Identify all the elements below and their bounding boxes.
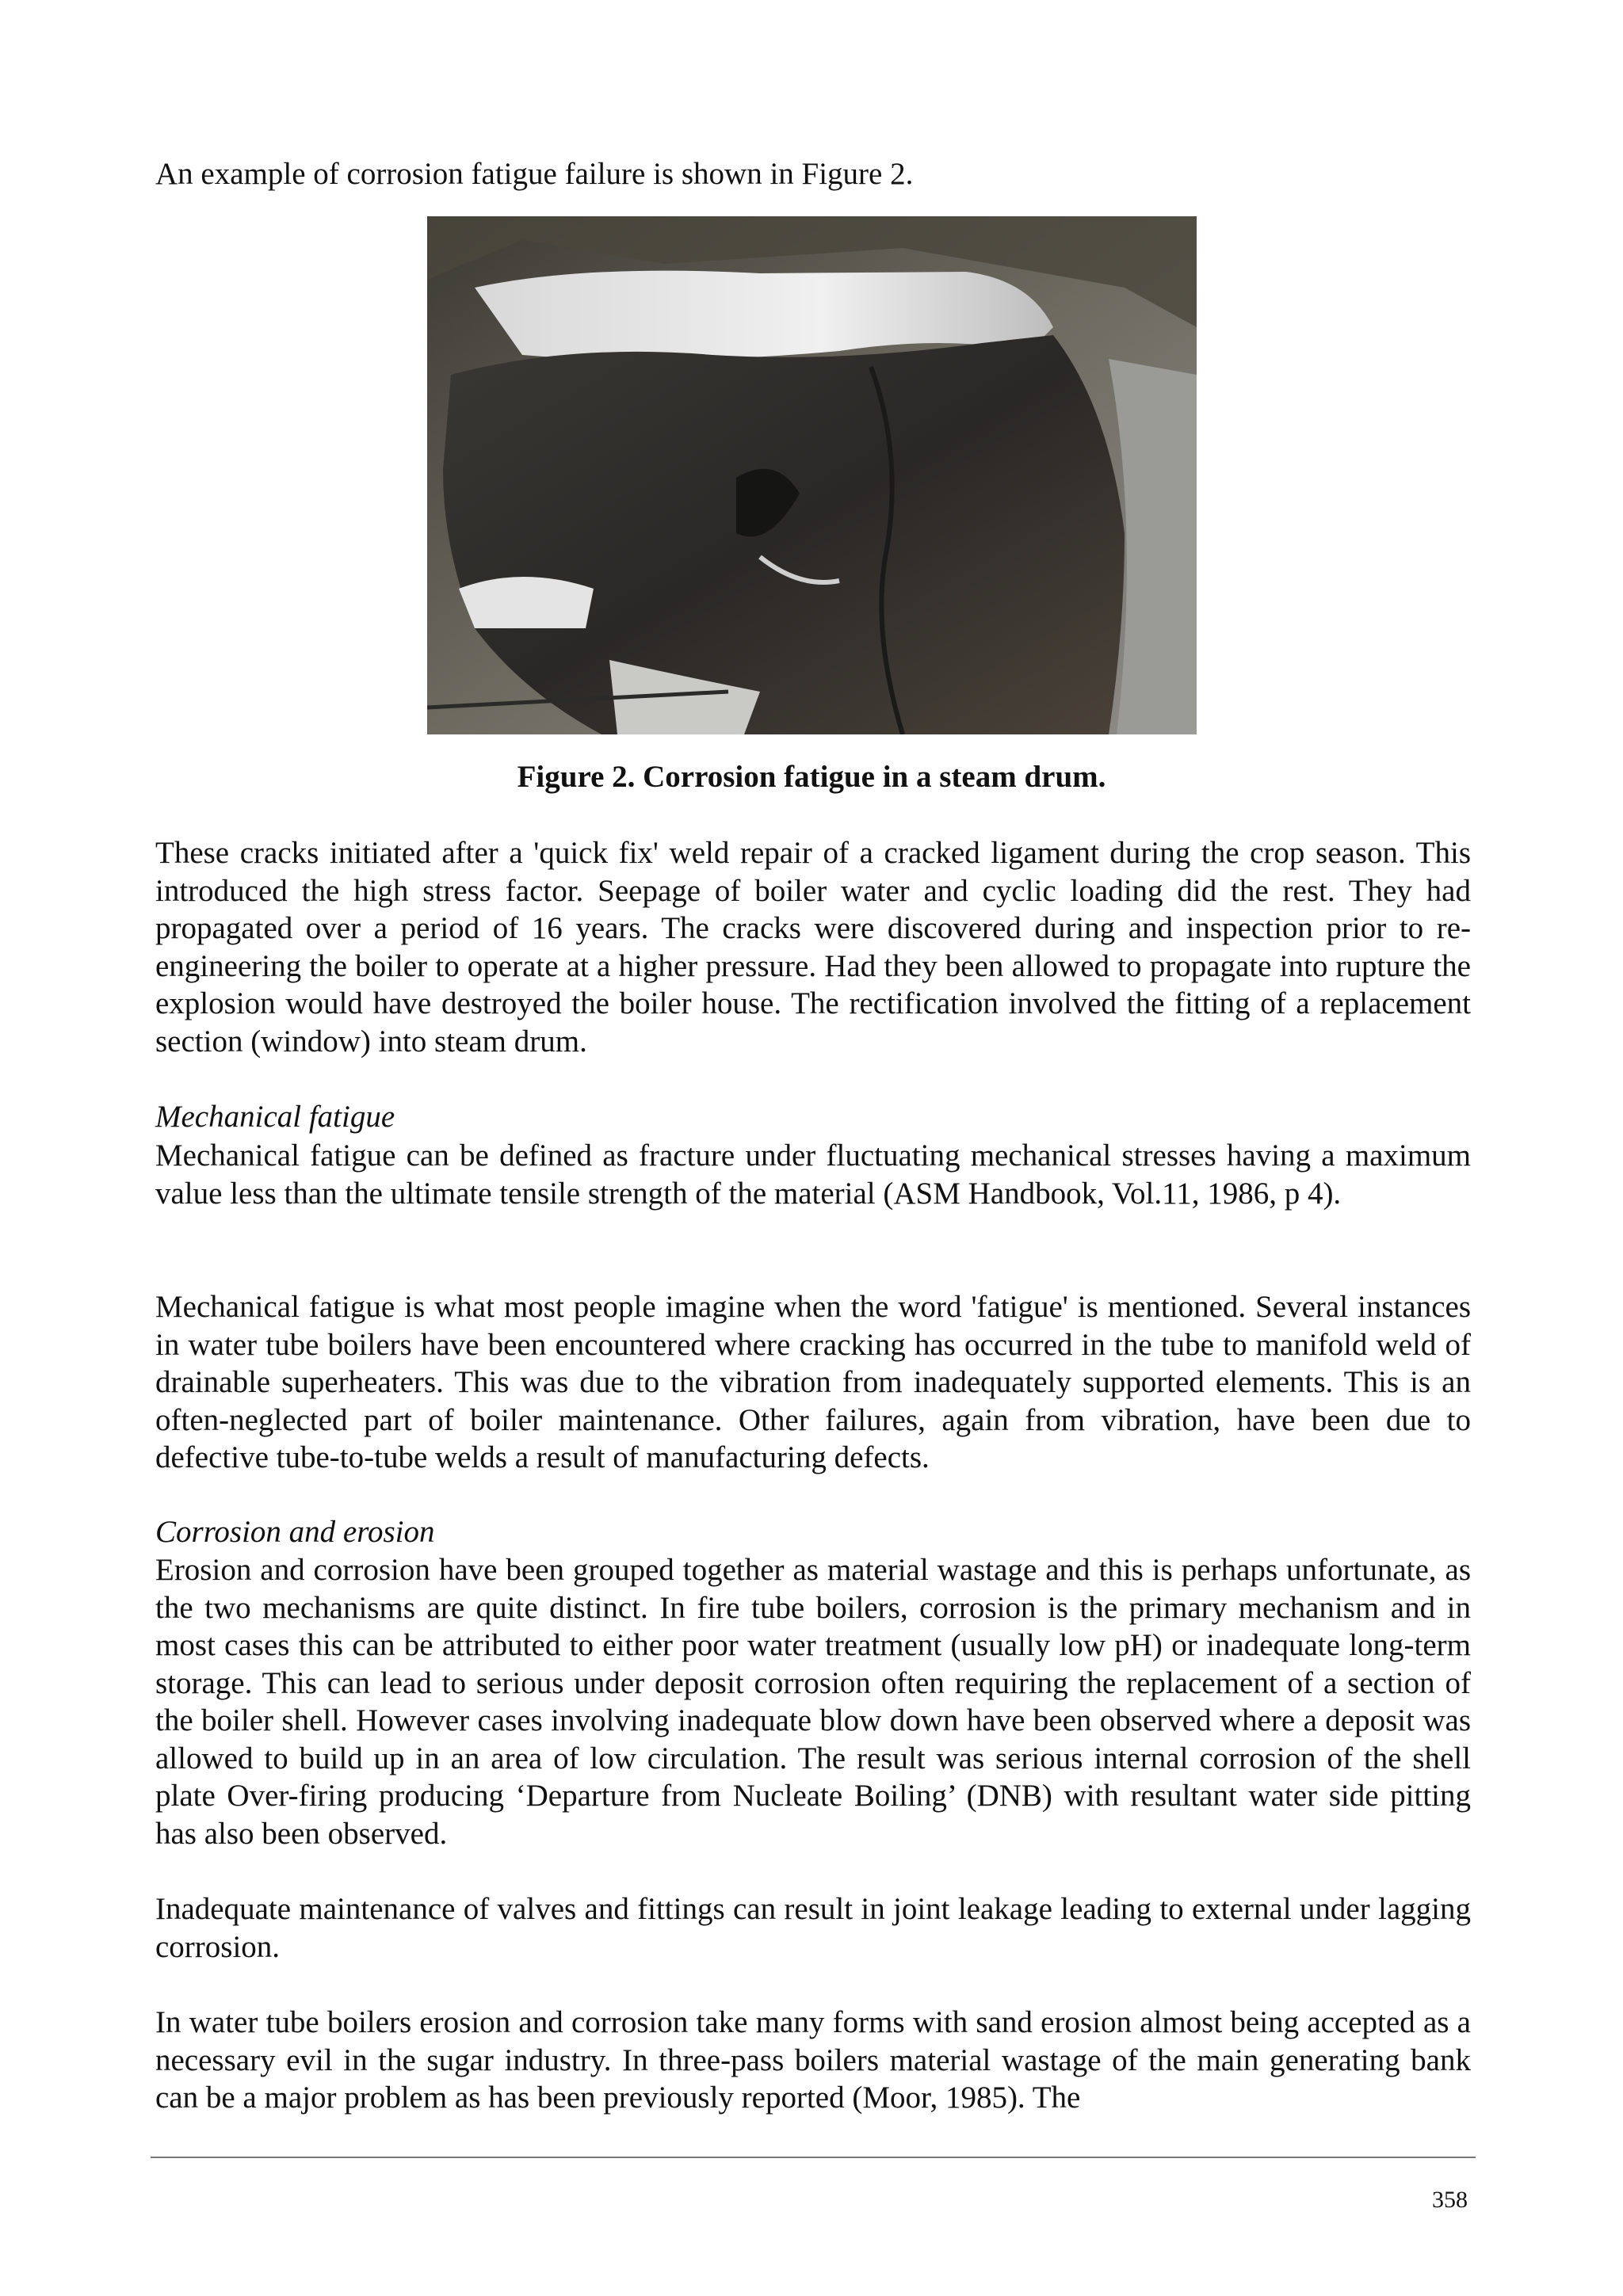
heading-mechanical-fatigue: Mechanical fatigue [155, 1100, 395, 1134]
figure-photo [427, 216, 1197, 734]
paragraph-mechanical-fatigue-definition: Mechanical fatigue can be defined as fracture under fluctuating mechanical stresses having a maximum value less than the ultimate tensile strength of the material (ASM Handbook, Vol.11, 1986, p 4). [155, 1138, 1471, 1211]
corrosion-fatigue-photo [427, 216, 1197, 734]
figure-caption: Figure 2. Corrosion fatigue in a steam drum. [517, 760, 1106, 794]
intro-paragraph: An example of corrosion fatigue failure is shown in Figure 2. [155, 157, 914, 191]
paragraph-valves-fittings: Inadequate maintenance of valves and fittings can result in joint leakage leading to external under lagging corrosion. [155, 1892, 1471, 1964]
paragraph-cracks: These cracks initiated after a 'quick fix' weld repair of a cracked ligament during the crop season. This introduced the high stress factor. Seepage of boiler water and cyclic loading did the rest. They had propagated over a period of 16 years. The cracks were discovered during and inspection prior to re-engineering the boiler to operate at a higher pressure. Had they been allowed to propagate into rupture the explosion would have destroyed the boiler house. The rectification involved the fitting of a replacement section (window) into steam drum. [155, 836, 1471, 1058]
footer-rule [151, 2157, 1476, 2158]
paragraph-mechanical-fatigue-instances: Mechanical fatigue is what most people imagine when the word 'fatigue' is mentioned. Several instances in water tube boilers have been encountered where cracking has occurred in the tube to manifold weld of drainable superheaters. This was due to the vibration from inadequately supported elements. This is an often-neglected part of boiler maintenance. Other failures, again from vibration, have been due to defective tube-to-tube welds a result of manufacturing defects. [155, 1290, 1471, 1474]
paragraph-corrosion-erosion: Erosion and corrosion have been grouped together as material wastage and this is perhaps unfortunate, as the two mechanisms are quite distinct. In fire tube boilers, corrosion is the primary mechanism and in most cases this can be attributed to either poor water treatment (usually low pH) or inadequate long-term storage. This can lead to serious under deposit corrosion often requiring the replacement of a section of the boiler shell. However cases involving inadequate blow down have been observed where a deposit was allowed to build up in an area of low circulation. The result was serious internal corrosion of the shell plate Over-firing producing ‘Departure from Nucleate Boiling’ (DNB) with resultant water side pitting has also been observed. [155, 1553, 1471, 1851]
page-number: 358 [1432, 2187, 1468, 2213]
heading-corrosion-erosion: Corrosion and erosion [155, 1515, 435, 1549]
paragraph-water-tube-boilers: In water tube boilers erosion and corrosion take many forms with sand erosion almost being accepted as a necessary evil in the sugar industry. In three-pass boilers material wastage of the main generating bank can be a major problem as has been previously reported (Moor, 1985). The [155, 2005, 1471, 2115]
